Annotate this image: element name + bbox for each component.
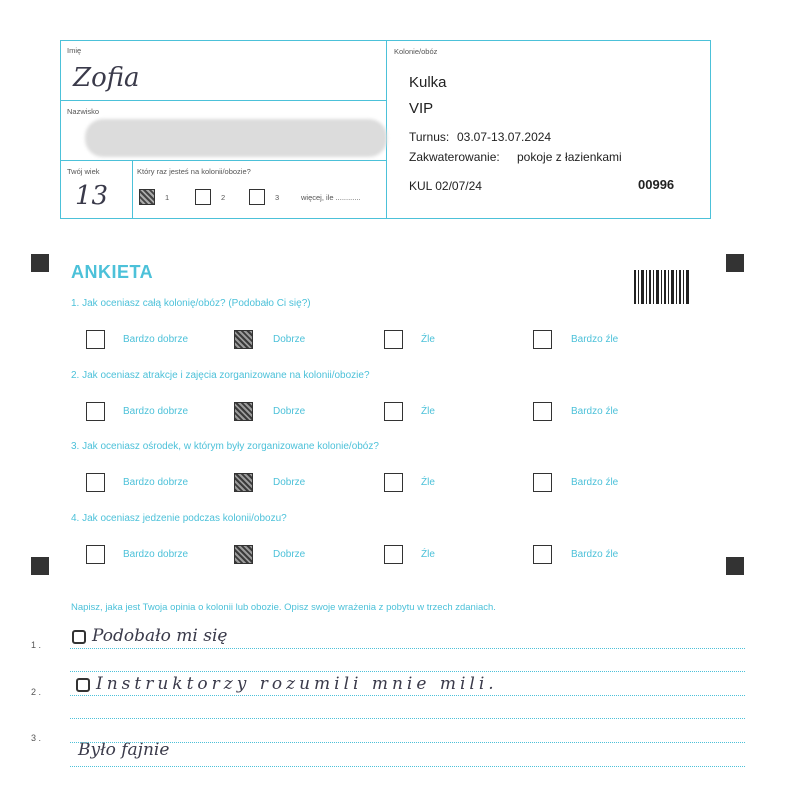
answer-line-1[interactable] xyxy=(72,626,227,646)
personal-info-section xyxy=(61,41,387,218)
q3-label-bardzo-zle: Bardzo źle xyxy=(571,477,619,488)
answer-line-2[interactable] xyxy=(76,674,498,694)
opinion-prompt: Napisz, jaka jest Twoja opinia o kolonii lub obozie. Opisz swoje wrażenia z pobytu w trzech zdaniach. xyxy=(71,602,496,613)
q3-label-zle: Źle xyxy=(421,477,435,488)
first-name-field[interactable] xyxy=(61,41,386,101)
line-number-3: 3 . xyxy=(31,733,42,743)
camp-name: Kulka xyxy=(409,74,447,91)
registration-marker-bottom-left xyxy=(31,557,49,575)
times-option-more: więcej, ile ............ xyxy=(301,193,361,202)
q1-checkbox-dobrze[interactable] xyxy=(234,330,253,349)
answer-1-text: Podobało mi się xyxy=(92,626,228,646)
q3-checkbox-dobrze[interactable] xyxy=(234,473,253,492)
q3-checkbox-zle[interactable] xyxy=(384,473,403,492)
q2-checkbox-bardzo-zle[interactable] xyxy=(533,402,552,421)
q2-label-zle: Źle xyxy=(421,406,435,417)
writing-line xyxy=(70,742,745,743)
header-box xyxy=(60,40,711,219)
writing-line xyxy=(70,671,745,672)
q1-label-bardzo-dobrze: Bardzo dobrze xyxy=(123,334,189,345)
camp-label: Kolonie/obóz xyxy=(394,47,438,56)
q2-checkbox-zle[interactable] xyxy=(384,402,403,421)
q1-checkbox-zle[interactable] xyxy=(384,330,403,349)
q1-label-dobrze: Dobrze xyxy=(273,334,306,345)
q4-label-dobrze: Dobrze xyxy=(273,549,306,560)
times-option-1: 1 xyxy=(165,193,170,202)
question-2: 2. Jak oceniasz atrakcje i zajęcia zorganizowane na kolonii/obozie? xyxy=(71,370,370,381)
times-label: Który raz jesteś na kolonii/obozie? xyxy=(137,167,251,176)
times-checkbox-2[interactable] xyxy=(195,189,211,205)
times-checkbox-1[interactable] xyxy=(139,189,155,205)
writing-line xyxy=(70,695,745,696)
writing-line xyxy=(70,766,745,767)
accommodation-label: Zakwaterowanie: xyxy=(409,150,500,164)
question-1: 1. Jak oceniasz całą kolonię/obóz? (Podobało Ci się?) xyxy=(71,298,311,309)
answer-2-text: Instruktorzy rozumili mnie mili. xyxy=(96,674,498,694)
last-name-field[interactable] xyxy=(61,101,386,161)
q1-checkbox-bardzo-zle[interactable] xyxy=(533,330,552,349)
flower-doodle-icon xyxy=(72,630,86,644)
q4-checkbox-bardzo-zle[interactable] xyxy=(533,545,552,564)
redacted-last-name xyxy=(85,119,387,157)
form-number: 00996 xyxy=(638,177,675,192)
q1-label-bardzo-zle: Bardzo źle xyxy=(571,334,619,345)
camp-type: VIP xyxy=(409,100,434,117)
writing-line xyxy=(70,718,745,719)
q2-label-bardzo-dobrze: Bardzo dobrze xyxy=(123,406,189,417)
q4-label-bardzo-dobrze: Bardzo dobrze xyxy=(123,549,189,560)
answer-3-text: Było fajnie xyxy=(78,740,170,760)
q3-checkbox-bardzo-zle[interactable] xyxy=(533,473,552,492)
q4-checkbox-dobrze[interactable] xyxy=(234,545,253,564)
age-value: 13 xyxy=(75,181,109,211)
q2-label-bardzo-zle: Bardzo źle xyxy=(571,406,619,417)
registration-marker-top-right xyxy=(726,254,744,272)
q2-checkbox-dobrze[interactable] xyxy=(234,402,253,421)
line-number-1: 1 . xyxy=(31,640,42,650)
writing-line xyxy=(70,648,745,649)
turnus-label: Turnus: xyxy=(409,130,450,144)
last-name-label: Nazwisko xyxy=(67,107,100,116)
q4-checkbox-bardzo-dobrze[interactable] xyxy=(86,545,105,564)
q4-label-zle: Źle xyxy=(421,549,435,560)
q1-label-zle: Źle xyxy=(421,334,435,345)
first-name-value: Zofia xyxy=(73,63,140,93)
question-3: 3. Jak oceniasz ośrodek, w którym były zorganizowane kolonie/obóz? xyxy=(71,441,379,452)
answer-line-3[interactable] xyxy=(78,740,169,760)
barcode-icon xyxy=(634,270,690,304)
q1-checkbox-bardzo-dobrze[interactable] xyxy=(86,330,105,349)
times-option-3: 3 xyxy=(275,193,280,202)
q3-checkbox-bardzo-dobrze[interactable] xyxy=(86,473,105,492)
times-checkbox-3[interactable] xyxy=(249,189,265,205)
survey-title: ANKIETA xyxy=(71,262,154,282)
age-label: Twój wiek xyxy=(67,167,100,176)
accommodation-value: pokoje z łazienkami xyxy=(517,150,622,164)
line-number-2: 2 . xyxy=(31,687,42,697)
registration-marker-bottom-right xyxy=(726,557,744,575)
age-field[interactable] xyxy=(61,161,133,219)
q4-label-bardzo-zle: Bardzo źle xyxy=(571,549,619,560)
q2-checkbox-bardzo-dobrze[interactable] xyxy=(86,402,105,421)
question-4: 4. Jak oceniasz jedzenie podczas kolonii/obozu? xyxy=(71,513,287,524)
q4-checkbox-zle[interactable] xyxy=(384,545,403,564)
first-name-label: Imię xyxy=(67,46,82,55)
camp-code: KUL 02/07/24 xyxy=(409,179,482,193)
times-option-2: 2 xyxy=(221,193,226,202)
q2-label-dobrze: Dobrze xyxy=(273,406,306,417)
registration-marker-top-left xyxy=(31,254,49,272)
q3-label-bardzo-dobrze: Bardzo dobrze xyxy=(123,477,189,488)
square-doodle-icon xyxy=(76,678,90,692)
turnus-value: 03.07-13.07.2024 xyxy=(457,130,552,144)
age-times-row xyxy=(61,161,386,219)
q3-label-dobrze: Dobrze xyxy=(273,477,306,488)
